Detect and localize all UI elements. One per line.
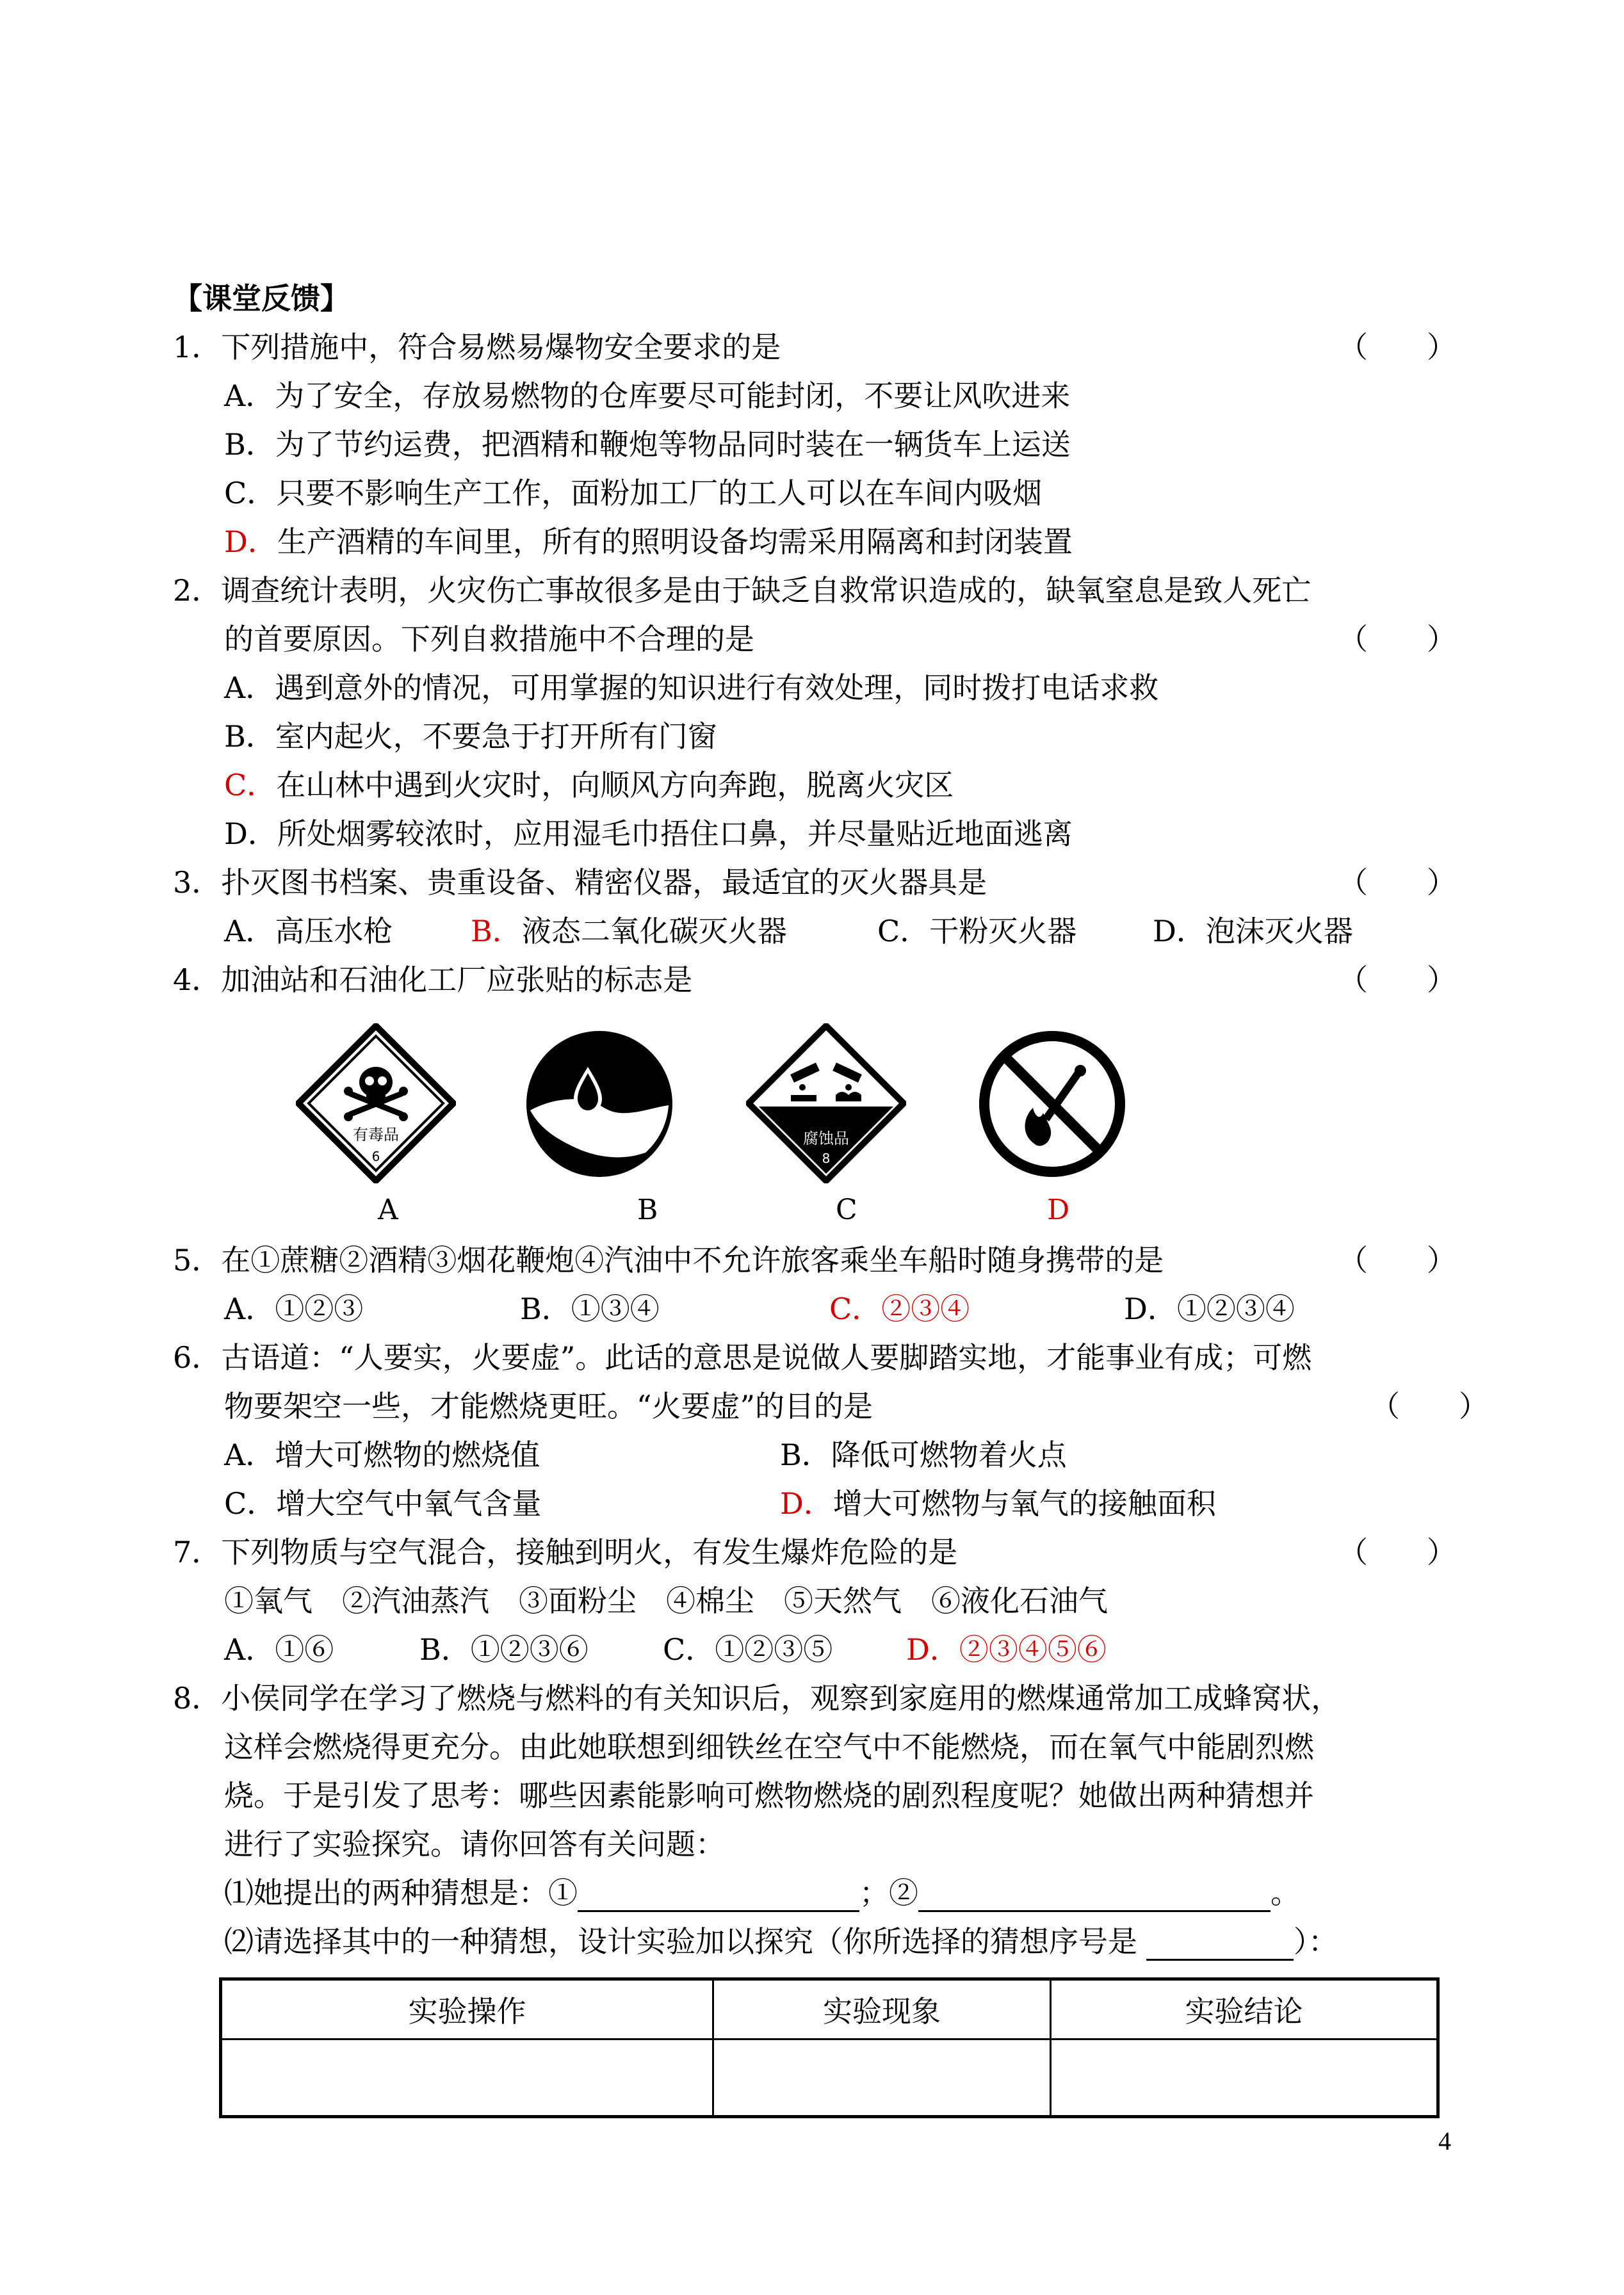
q1-answer-blank: （ ） xyxy=(1338,330,1456,364)
q5-option-a: A．①②③ xyxy=(224,1292,364,1326)
q8-sub2 xyxy=(224,1922,1338,1961)
q8-sub2-prefix: ⑵请选择其中的一种猜想，设计实验加以探究（你所选择的猜想序号是 xyxy=(224,1924,1137,1959)
q7-answer-blank: （ ） xyxy=(1338,1535,1456,1569)
q7-option-b: B．①②③⑥ xyxy=(419,1632,589,1667)
q3-answer-blank: （ ） xyxy=(1338,865,1456,900)
q8-sub1 xyxy=(224,1874,1300,1912)
sign-label-c: C xyxy=(836,1194,857,1226)
q8-paragraph-line3: 烧。于是引发了思考：哪些因素能影响可燃物燃烧的剧烈程度呢？她做出两种猜想并 xyxy=(224,1778,1314,1813)
q2-option-c xyxy=(224,766,954,804)
q2-option-c-text: 在山林中遇到火灾时，向顺风方向奔跑，脱离火灾区 xyxy=(276,768,954,802)
table-header-phenomenon: 实验现象 xyxy=(713,1979,1051,2040)
q1-option-c: C．只要不影响生产工作，面粉加工厂的工人可以在车间内吸烟 xyxy=(224,476,1043,510)
q8-paragraph-line1: 8．小侯同学在学习了燃烧与燃料的有关知识后，观察到家庭用的燃煤通常加工成蜂窝状， xyxy=(173,1681,1341,1715)
q3-option-c: C．干粉灭火器 xyxy=(877,914,1077,948)
sign-label-a: A xyxy=(378,1194,398,1226)
q6-answer-blank: （ ） xyxy=(1370,1389,1488,1423)
q5-option-b: B．①③④ xyxy=(520,1292,660,1326)
table-header-conclusion: 实验结论 xyxy=(1051,1979,1438,2040)
corrosive-sign-text: 腐蚀品 xyxy=(803,1130,849,1148)
q2-option-d: D．所处烟雾较浓时，应用湿毛巾捂住口鼻，并尽量贴近地面逃离 xyxy=(224,816,1073,851)
q3-option-a: A．高压水枪 xyxy=(224,914,393,948)
q5-answer-blank: （ ） xyxy=(1338,1243,1456,1277)
sign-label-b: B xyxy=(637,1194,658,1226)
toxic-sign-text: 有毒品 xyxy=(353,1126,399,1144)
q2-option-b: B．室内起火，不要急于打开所有门窗 xyxy=(224,719,717,754)
q2-option-a: A．遇到意外的情况，可用掌握的知识进行有效处理，同时拨打电话求救 xyxy=(224,670,1159,705)
toxic-sign-number: 6 xyxy=(371,1149,380,1164)
q3-option-b-text: 液态二氧化碳灭火器 xyxy=(521,914,787,948)
q8-guess1-blank[interactable] xyxy=(578,1881,859,1912)
q6-option-d-letter: D． xyxy=(780,1486,833,1521)
q6-option-d xyxy=(780,1484,1216,1523)
q7-stem: 7．下列物质与空气混合，接触到明火，有发生爆炸危险的是 xyxy=(173,1535,958,1569)
table-cell-conclusion[interactable] xyxy=(1051,2040,1438,2117)
q7-option-a: A．①⑥ xyxy=(224,1632,334,1667)
sign-label-d: D xyxy=(1047,1194,1070,1226)
table-cell-operation[interactable] xyxy=(221,2040,713,2117)
q2-stem-line2: 的首要原因。下列自救措施中不合理的是 xyxy=(224,622,754,656)
q1-option-a: A．为了安全，存放易燃物的仓库要尽可能封闭，不要让风吹进来 xyxy=(224,378,1071,413)
q1-option-d-text: 生产酒精的车间里，所有的照明设备均需采用隔离和封闭装置 xyxy=(277,524,1073,559)
corrosive-sign-icon xyxy=(746,1023,906,1183)
no-fire-sign-icon xyxy=(977,1028,1128,1180)
q6-option-b: B．降低可燃物着火点 xyxy=(780,1438,1067,1472)
table-header-operation: 实验操作 xyxy=(221,1979,713,2040)
q1-stem: 1．下列措施中，符合易燃易爆物安全要求的是 xyxy=(173,330,781,364)
corrosive-sign-number: 8 xyxy=(822,1151,831,1166)
q5-option-c: C．②③④ xyxy=(829,1292,970,1326)
q5-option-d: D．①②③④ xyxy=(1124,1292,1295,1326)
toxic-sign-icon xyxy=(296,1023,456,1183)
q8-paragraph-line4: 进行了实验探究。请你回答有关问题： xyxy=(224,1827,725,1861)
q7-option-c: C．①②③⑤ xyxy=(663,1632,833,1667)
q8-choice-blank[interactable] xyxy=(1146,1929,1294,1961)
q3-option-b xyxy=(471,912,787,950)
page-number: 4 xyxy=(1438,2127,1451,2155)
q1-option-d xyxy=(224,523,1073,561)
q6-stem-line1: 6．古语道：“人要实，火要虚”。此话的意思是说做人要脚踏实地，才能事业有成；可燃 xyxy=(173,1340,1312,1375)
q6-option-d-text: 增大可燃物与氧气的接触面积 xyxy=(832,1486,1216,1521)
q5-stem: 5．在①蔗糖②酒精③烟花鞭炮④汽油中不允许旅客乘坐车船时随身携带的是 xyxy=(173,1243,1164,1277)
q3-option-d: D．泡沫灭火器 xyxy=(1153,914,1353,948)
q6-option-c: C．增大空气中氧气含量 xyxy=(224,1486,542,1521)
q2-stem-line1: 2．调查统计表明，火灾伤亡事故很多是由于缺乏自救常识造成的，缺氧窒息是致人死亡 xyxy=(173,573,1311,608)
q1-option-d-letter: D． xyxy=(224,524,277,559)
q8-sub2-end: ）： xyxy=(1294,1924,1338,1959)
q3-stem: 3．扑灭图书档案、贵重设备、精密仪器，最适宜的灭火器具是 xyxy=(173,865,987,900)
q2-answer-blank: （ ） xyxy=(1338,622,1456,656)
q8-paragraph-line2: 这样会燃烧得更充分。由此她联想到细铁丝在空气中不能燃烧，而在氧气中能剧烈燃 xyxy=(224,1730,1314,1764)
q4-stem: 4．加油站和石油化工厂应张贴的标志是 xyxy=(173,962,693,997)
q4-answer-blank: （ ） xyxy=(1338,962,1456,997)
q1-option-b: B．为了节约运费，把酒精和鞭炮等物品同时装在一辆货车上运送 xyxy=(224,427,1071,462)
drop-sign-icon xyxy=(524,1028,675,1180)
experiment-table xyxy=(219,1977,1440,2118)
q7-option-d: D．②③④⑤⑥ xyxy=(906,1632,1107,1667)
q2-option-c-letter: C． xyxy=(224,768,277,802)
q8-sub1-mid: ；② xyxy=(859,1876,918,1910)
q6-option-a: A．增大可燃物的燃烧值 xyxy=(224,1438,540,1472)
q8-sub1-prefix: ⑴她提出的两种猜想是：① xyxy=(224,1876,578,1910)
q6-stem-line2: 物要架空一些，才能燃烧更旺。“火要虚”的目的是 xyxy=(224,1389,873,1423)
table-cell-phenomenon[interactable] xyxy=(713,2040,1051,2117)
q7-items: ①氧气 ②汽油蒸汽 ③面粉尘 ④棉尘 ⑤天然气 ⑥液化石油气 xyxy=(224,1584,1108,1618)
q8-guess2-blank[interactable] xyxy=(918,1881,1271,1912)
section-title: 【课堂反馈】 xyxy=(173,281,350,316)
q3-option-b-letter: B． xyxy=(471,914,522,948)
q8-sub1-end: 。 xyxy=(1271,1876,1300,1910)
